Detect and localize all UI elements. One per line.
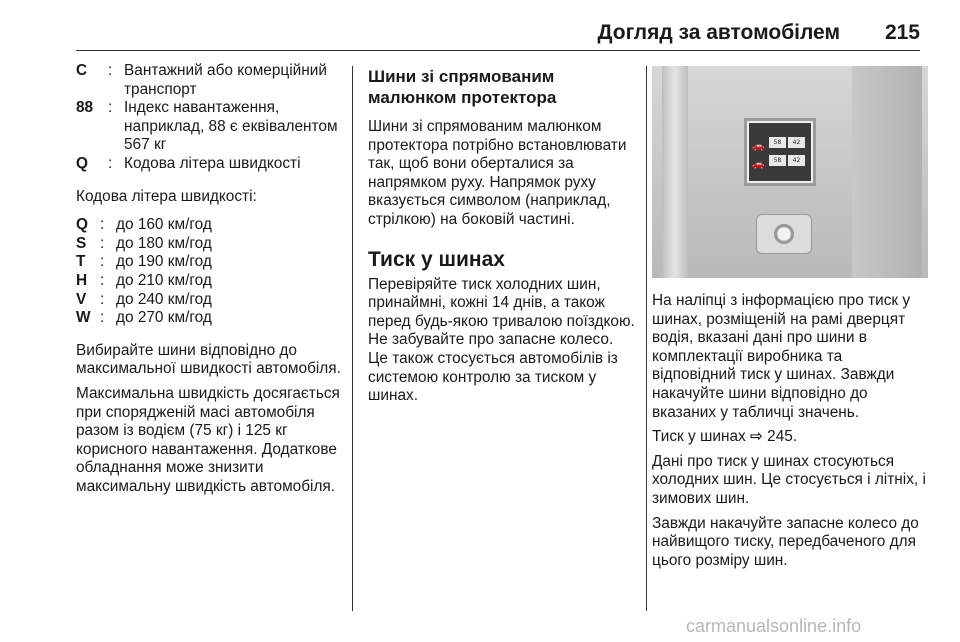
speed-sep: : bbox=[100, 290, 105, 308]
speed-key: Q bbox=[76, 216, 88, 234]
speed-value: до 160 км/год bbox=[116, 216, 212, 234]
speed-row bbox=[76, 309, 344, 328]
def-sep: : bbox=[108, 99, 113, 117]
speed-key: V bbox=[76, 290, 87, 308]
speed-key: T bbox=[76, 253, 86, 271]
speed-intro: Кодова літера швидкості: bbox=[76, 187, 257, 205]
speed-sep: : bbox=[100, 216, 105, 234]
speed-key: W bbox=[76, 309, 91, 327]
header-rule bbox=[76, 50, 920, 51]
def-row bbox=[76, 99, 344, 155]
speed-value: до 210 км/год bbox=[116, 271, 212, 289]
paragraph-max-speed-choice: Вибирайте шини відповідно до максимальної швидкості автомобіля. bbox=[76, 341, 341, 378]
arrow-right-icon[interactable]: ⇨ bbox=[749, 428, 763, 446]
speed-key: S bbox=[76, 234, 87, 252]
speed-value: до 270 км/год bbox=[116, 309, 212, 327]
door-stripe bbox=[852, 66, 922, 278]
def-row bbox=[76, 155, 344, 174]
paragraph-cold-tyres: Дані про тиск у шинах стосуються холодних шин. Це стосується і літніх, і зимових шин. bbox=[652, 452, 926, 507]
watermark: carmanualsonline.info bbox=[686, 616, 862, 636]
plate-value: 42 bbox=[788, 155, 805, 166]
paragraph-directional-tyres: Шини зі спрямованим малюнком протектора потрібно встановлювати так, щоб вони оберталися за напрямком руху. Напрямок руху вказується символом (наприклад, стрілкою) на боковій частині. bbox=[368, 118, 627, 228]
speed-value: до 240 км/год bbox=[116, 290, 212, 308]
door-latch bbox=[756, 214, 812, 254]
def-key: C bbox=[76, 62, 88, 79]
cross-reference bbox=[652, 428, 928, 447]
column-1 bbox=[76, 62, 344, 496]
column-divider-right bbox=[646, 66, 647, 611]
def-value: Вантажний або комерційний транспорт bbox=[124, 62, 327, 98]
speed-key: H bbox=[76, 271, 88, 289]
speed-sep: : bbox=[100, 271, 105, 289]
speed-sep: : bbox=[100, 234, 105, 252]
plate-value: 58 bbox=[769, 155, 786, 166]
ref-text: Тиск у шинах bbox=[652, 428, 746, 446]
speed-code-list bbox=[76, 216, 344, 328]
section-heading-tyre-pressure: Тиск у шинах bbox=[368, 247, 505, 271]
def-value: Кодова літера швидкості bbox=[124, 154, 301, 172]
tyre-pressure-plate bbox=[747, 121, 813, 183]
car-icon: 🚗 bbox=[752, 159, 765, 170]
plate-value: 42 bbox=[788, 137, 805, 148]
paragraph-spare-wheel: Завжди накачуйте запасне колесо до найвищого тиску, передбаченого для цього розміру шин. bbox=[652, 514, 919, 569]
def-key: 88 bbox=[76, 99, 94, 117]
page-number: 215 bbox=[884, 21, 920, 44]
speed-row bbox=[76, 272, 344, 291]
paragraph-pressure-label: На наліпці з інформацією про тиск у шинах, розміщеній на рамі дверцят водія, вказані дані про шини в комплектації виробника та відповідний тиск у шинах. Завжди накачуйте шини відповідно до вказаних у табличці значень. bbox=[652, 292, 911, 421]
speed-row bbox=[76, 253, 344, 272]
def-key: Q bbox=[76, 154, 88, 172]
paragraph-tyre-pressure: Перевіряйте тиск холодних шин, принаймні, кожні 14 днів, а також перед будь-якою тривалою поїздкою. Не забувайте про запасне колесо. Це також стосується автомобілів із системою контролю за тиском у шинах. bbox=[368, 275, 635, 405]
plate-value: 58 bbox=[769, 137, 786, 148]
speed-sep: : bbox=[100, 253, 105, 271]
column-3 bbox=[652, 62, 928, 570]
speed-row bbox=[76, 291, 344, 310]
def-row bbox=[76, 62, 344, 99]
def-sep: : bbox=[108, 154, 113, 172]
section-heading-directional-tyres: Шини зі спрямованим малюнком протектора bbox=[368, 67, 557, 107]
header-title: Догляд за автомобілем bbox=[597, 21, 840, 44]
ref-page-link[interactable]: 245. bbox=[767, 428, 798, 446]
speed-sep: : bbox=[100, 309, 105, 327]
door-sill bbox=[662, 66, 688, 278]
column-divider-left bbox=[352, 66, 353, 611]
car-icon: 🚗 bbox=[752, 141, 765, 152]
speed-row bbox=[76, 235, 344, 254]
def-value: Індекс навантаження, наприклад, 88 є еквівалентом 567 кг bbox=[124, 99, 338, 154]
tyre-pressure-label-photo bbox=[652, 66, 928, 278]
def-sep: : bbox=[108, 62, 113, 79]
column-2 bbox=[368, 62, 636, 406]
speed-row bbox=[76, 216, 344, 235]
paragraph-max-speed-info: Максимальна швидкість досягається при спорядженій масі автомобіля разом із водієм (75 кг) і 125 кг корисного навантаження. Додаткове обладнання може знизити максимальну швидкість автомобіля. bbox=[76, 384, 340, 495]
speed-value: до 190 км/год bbox=[116, 253, 212, 271]
speed-value: до 180 км/год bbox=[116, 234, 212, 252]
